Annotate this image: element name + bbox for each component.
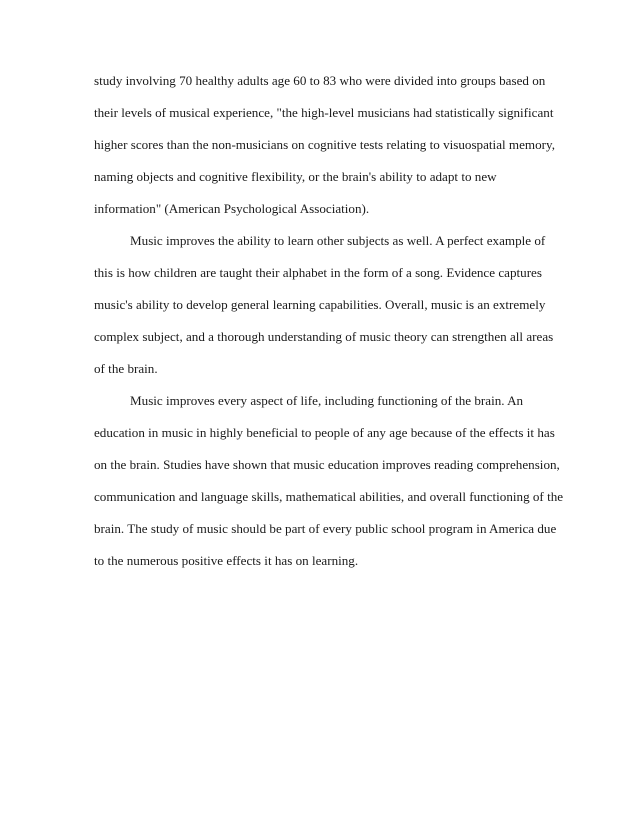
text-line: communication and language skills, mathematical abilities, and overall functioning of the [94, 489, 564, 504]
text-line: Music improves every aspect of life, including functioning of the brain. An [130, 393, 524, 408]
text-line: naming objects and cognitive flexibility, or the brain's ability to adapt to new [94, 169, 497, 184]
text-line: complex subject, and a thorough understanding of music theory can strengthen all areas [94, 329, 554, 344]
text-line: this is how children are taught their alphabet in the form of a song. Evidence captures [94, 265, 542, 280]
text-line: music's ability to develop general learning capabilities. Overall, music is an extremely [94, 297, 546, 312]
text-line: higher scores than the non-musicians on cognitive tests relating to visuospatial memory, [94, 137, 555, 152]
text-line: study involving 70 healthy adults age 60 to 83 who were divided into groups based on [94, 73, 546, 88]
text-line: of the brain. [94, 361, 158, 376]
text-line: information" (American Psychological Association). [94, 201, 370, 216]
text-line: education in music in highly beneficial to people of any age because of the effects it has [94, 425, 555, 440]
text-line: brain. The study of music should be part of every public school program in America due [94, 521, 557, 536]
text-line: Music improves the ability to learn other subjects as well. A perfect example of [130, 233, 546, 248]
text-line: to the numerous positive effects it has on learning. [94, 553, 359, 568]
text-line: their levels of musical experience, "the high-level musicians had statistically significant [94, 105, 554, 120]
text-line: on the brain. Studies have shown that music education improves reading comprehension, [94, 457, 560, 472]
